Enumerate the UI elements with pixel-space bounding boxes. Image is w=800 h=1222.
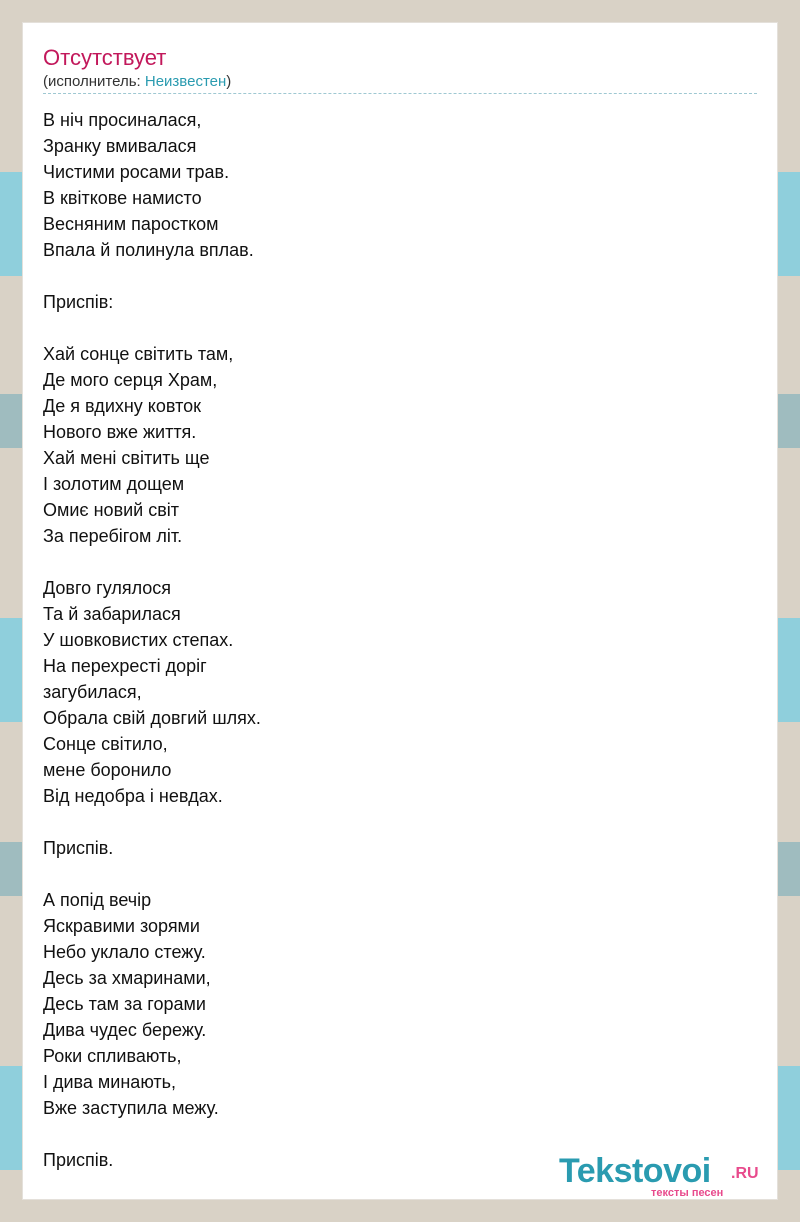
lyric-blank-line (43, 861, 743, 887)
lyric-line: Приспів. (43, 1150, 114, 1170)
lyric-blank-line (43, 315, 743, 341)
lyric-line: Довго гулялося (43, 578, 172, 598)
lyric-line: Обрала свій довгий шлях. (43, 708, 261, 728)
lyric-line: Десь за хмаринами, (43, 968, 211, 988)
lyrics-card (22, 22, 778, 1200)
lyric-line: Зранку вмивалася (43, 136, 197, 156)
lyric-line: Яскравими зорями (43, 916, 200, 936)
lyric-line: За перебігом літ. (43, 526, 183, 546)
lyric-line: Приспів. (43, 838, 114, 858)
lyric-line: В ніч просиналася, (43, 110, 202, 130)
lyric-line: Приспів: (43, 292, 114, 312)
artist-link[interactable]: Неизвестен (144, 73, 227, 90)
artist-line (43, 73, 231, 91)
artist-prefix: (исполнитель: (43, 73, 145, 90)
lyric-line: Чистими росами трав. (43, 162, 230, 182)
lyric-line: У шовковистих степах. (43, 630, 234, 650)
lyric-line: І дива минають, (43, 1072, 177, 1092)
site-logo[interactable] (559, 1153, 769, 1199)
logo-name: Tekstovoi (559, 1152, 711, 1190)
artist-suffix: ) (226, 73, 232, 90)
lyric-line: Хай сонце світить там, (43, 344, 234, 364)
lyric-line: Омиє новий світ (43, 500, 180, 520)
lyric-line: На перехресті доріг (43, 656, 207, 676)
lyric-line: Де я вдихну ковток (43, 396, 201, 416)
lyric-line: А попід вечір (43, 890, 152, 910)
lyric-blank-line (43, 263, 743, 289)
lyric-line: Від недобра і невдах. (43, 786, 223, 806)
lyric-line: Роки спливають, (43, 1046, 182, 1066)
lyric-line: Де мого серця Храм, (43, 370, 218, 390)
lyric-blank-line (43, 809, 743, 835)
lyric-line: мене боронило (43, 760, 172, 780)
lyrics-body (43, 107, 743, 1173)
lyric-line: Весняним паростком (43, 214, 219, 234)
lyric-line: загубилася, (43, 682, 142, 702)
lyric-line: Небо уклало стежу. (43, 942, 206, 962)
lyric-line: Та й забарилася (43, 604, 181, 624)
lyric-blank-line (43, 549, 743, 575)
logo-tld: .RU (731, 1165, 759, 1182)
lyric-line: В квіткове намисто (43, 188, 202, 208)
title-divider (43, 93, 757, 94)
lyric-line: Впала й полинула вплав. (43, 240, 254, 260)
lyric-line: І золотим дощем (43, 474, 185, 494)
lyric-line: Хай мені світить ще (43, 448, 210, 468)
lyric-line: Вже заступила межу. (43, 1098, 219, 1118)
lyric-blank-line (43, 1121, 743, 1147)
lyric-line: Нового вже життя. (43, 422, 197, 442)
song-title: Отсутствует (43, 45, 167, 70)
lyric-line: Сонце світило, (43, 734, 168, 754)
lyric-line: Дива чудес бережу. (43, 1020, 207, 1040)
lyric-line: Десь там за горами (43, 994, 206, 1014)
logo-tagline: тексты песен (651, 1187, 724, 1199)
